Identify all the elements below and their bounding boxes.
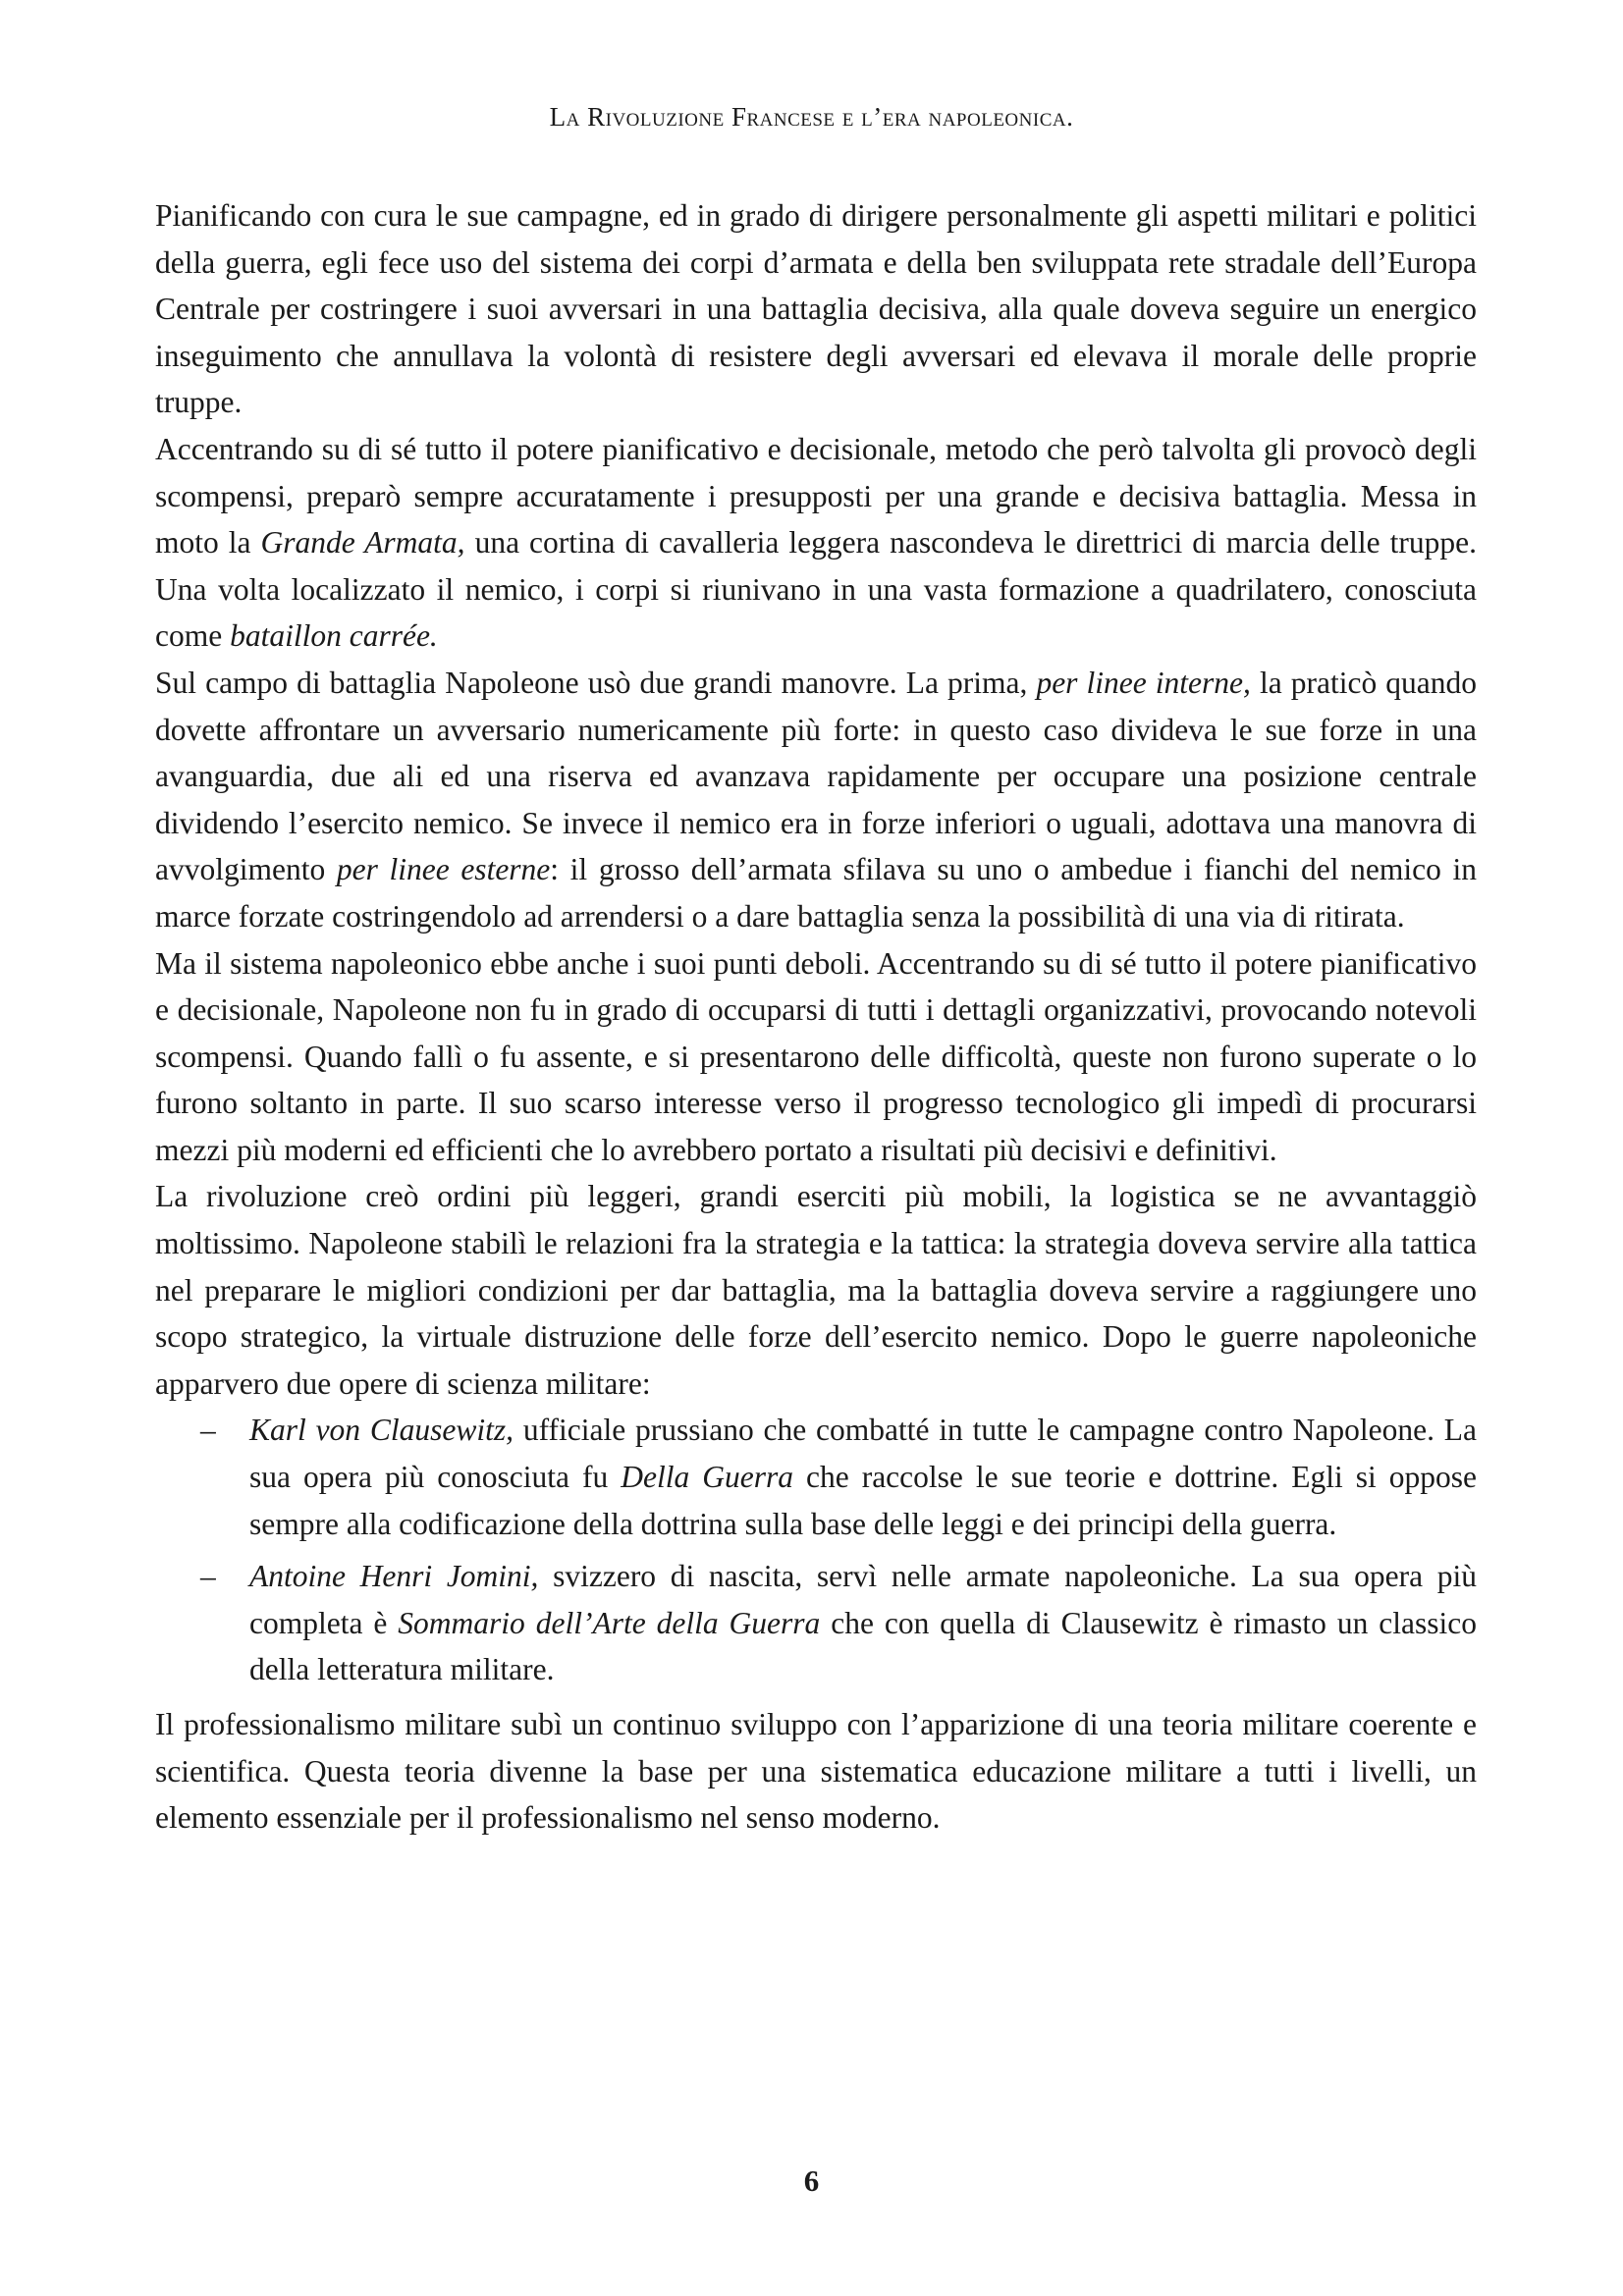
- page-number: 6: [803, 2163, 820, 2198]
- paragraph-3-text-a: Sul campo di battaglia Napoleone usò due grandi manovre. La prima,: [155, 665, 1037, 700]
- paragraph-4: Ma il sistema napoleonico ebbe anche i suoi punti deboli. Accentrando su di sé tutto il potere pianificativo e decisionale, Napoleone non fu in grado di occuparsi di tutti i dettagli organizzativi, provocando notevoli scompensi. Quando fallì o fu assente, e si presentarono delle difficoltà, queste non furono superate o lo furono soltanto in parte. Il suo scarso interesse verso il progresso tecnologico gli impedì di procurarsi mezzi più moderni ed efficienti che lo avrebbero portato a risultati più decisivi e definitivi.: [155, 945, 1477, 1167]
- paragraph-5: La rivoluzione creò ordini più leggeri, grandi eserciti più mobili, la logistica se ne avvantaggiò moltissimo. Napoleone stabilì le relazioni fra la strategia e la tattica: la strategia doveva servire alla tattica nel preparare le migliori condizioni per dar battaglia, ma la battaglia doveva servire a raggiungere uno scopo strategico, la virtuale distruzione delle forze dell’esercito nemico. Dopo le guerre napoleoniche apparvero due opere di scienza militare:: [155, 1179, 1477, 1401]
- paragraph-6: Il professionalismo militare subì un continuo sviluppo con l’apparizione di una teoria militare coerente e scientifica. Questa teoria divenne la base per una sistematica educazione militare a tutti i livelli, un elemento essenziale per il professionalismo nel senso moderno.: [155, 1707, 1477, 1836]
- list-item-2-author: Antoine Henri Jomini,: [249, 1559, 539, 1594]
- list-item-jomini: [155, 1553, 1477, 1693]
- dash-bullet-icon: –: [200, 1559, 216, 1594]
- paragraph-3-text-b: la praticò quando dovette affrontare un avversario numericamente più forte: in questo caso divideva le sue forze in una avanguardia, due ali ed una riserva ed avanzava rapidamente per occupare una posizione centrale dividendo l’esercito nemico. Se invece il nemico era in forze inferiori o uguali, adottava una manovra di avvolgimento: [155, 665, 1478, 887]
- list-item-clausewitz: [155, 1407, 1477, 1547]
- works-list: [155, 1407, 1477, 1693]
- list-item-1-author: Karl von Clausewitz,: [249, 1413, 514, 1448]
- paragraph-1: Pianificando con cura le sue campagne, ed in grado di dirigere personalmente gli aspetti militari e politici della guerra, egli fece uso del sistema dei corpi d’armata e della ben sviluppata rete stradale dell’Europa Centrale per costringere i suoi avversari in una battaglia decisiva, alla quale doveva seguire un energico inseguimento che annullava la volontà di resistere degli avversari ed elevava il morale delle proprie truppe.: [155, 198, 1477, 420]
- list-item-1-text-a: ufficiale prussiano che combatté in tutte le campagne contro Napoleone. La sua opera più conosciuta fu: [249, 1413, 1478, 1495]
- list-item-2-work-title: Sommario dell’Arte della Guerra: [398, 1605, 821, 1640]
- list-item-1-text-b: che raccolse le sue teorie e dottrine. Egli si oppose sempre alla codificazione della dottrina sulla base delle leggi e dei principi della guerra.: [249, 1460, 1477, 1541]
- paragraph-3-text-c: : il grosso dell’armata sfilava su uno o ambedue i fianchi del nemico in marce forzate costringendolo ad arrendersi o a dare battaglia senza la possibilità di una via di ritirata.: [155, 852, 1477, 934]
- paragraph-3-italic-linee-esterne: per linee esterne: [336, 852, 551, 887]
- list-item-2-text-b: che con quella di Clausewitz è rimasto un classico della letteratura militare.: [249, 1605, 1477, 1687]
- paragraph-2-italic-grande-armata: Grande Armata,: [260, 525, 465, 561]
- list-item-1-work-title: Della Guerra: [621, 1460, 793, 1495]
- paragraph-2: [155, 426, 1477, 660]
- paragraph-2-text-a: Accentrando su di sé tutto il potere pianificativo e decisionale, metodo che però talvolta gli provocò degli scompensi, preparò sempre accuratamente i presupposti per una grande e decisiva battaglia. Messa in moto la: [155, 431, 1477, 561]
- paragraph-3: [155, 660, 1477, 940]
- dash-bullet-icon: –: [200, 1413, 216, 1448]
- paragraph-2-text-b: una cortina di cavalleria leggera nascondeva le direttrici di marcia delle truppe. Una volta localizzato il nemico, i corpi si riunivano in una vasta formazione a quadrilatero, conosciuta come: [155, 525, 1477, 654]
- paragraph-2-italic-bataillon-carree: bataillon carrée.: [230, 618, 438, 654]
- running-header: La Rivoluzione Francese e l’era napoleonica.: [549, 102, 1074, 132]
- paragraph-3-italic-linee-interne: per linee interne,: [1036, 665, 1251, 700]
- list-item-2-text-a: svizzero di nascita, servì nelle armate napoleoniche. La sua opera più completa è: [249, 1559, 1477, 1640]
- body-text: [155, 192, 1477, 1842]
